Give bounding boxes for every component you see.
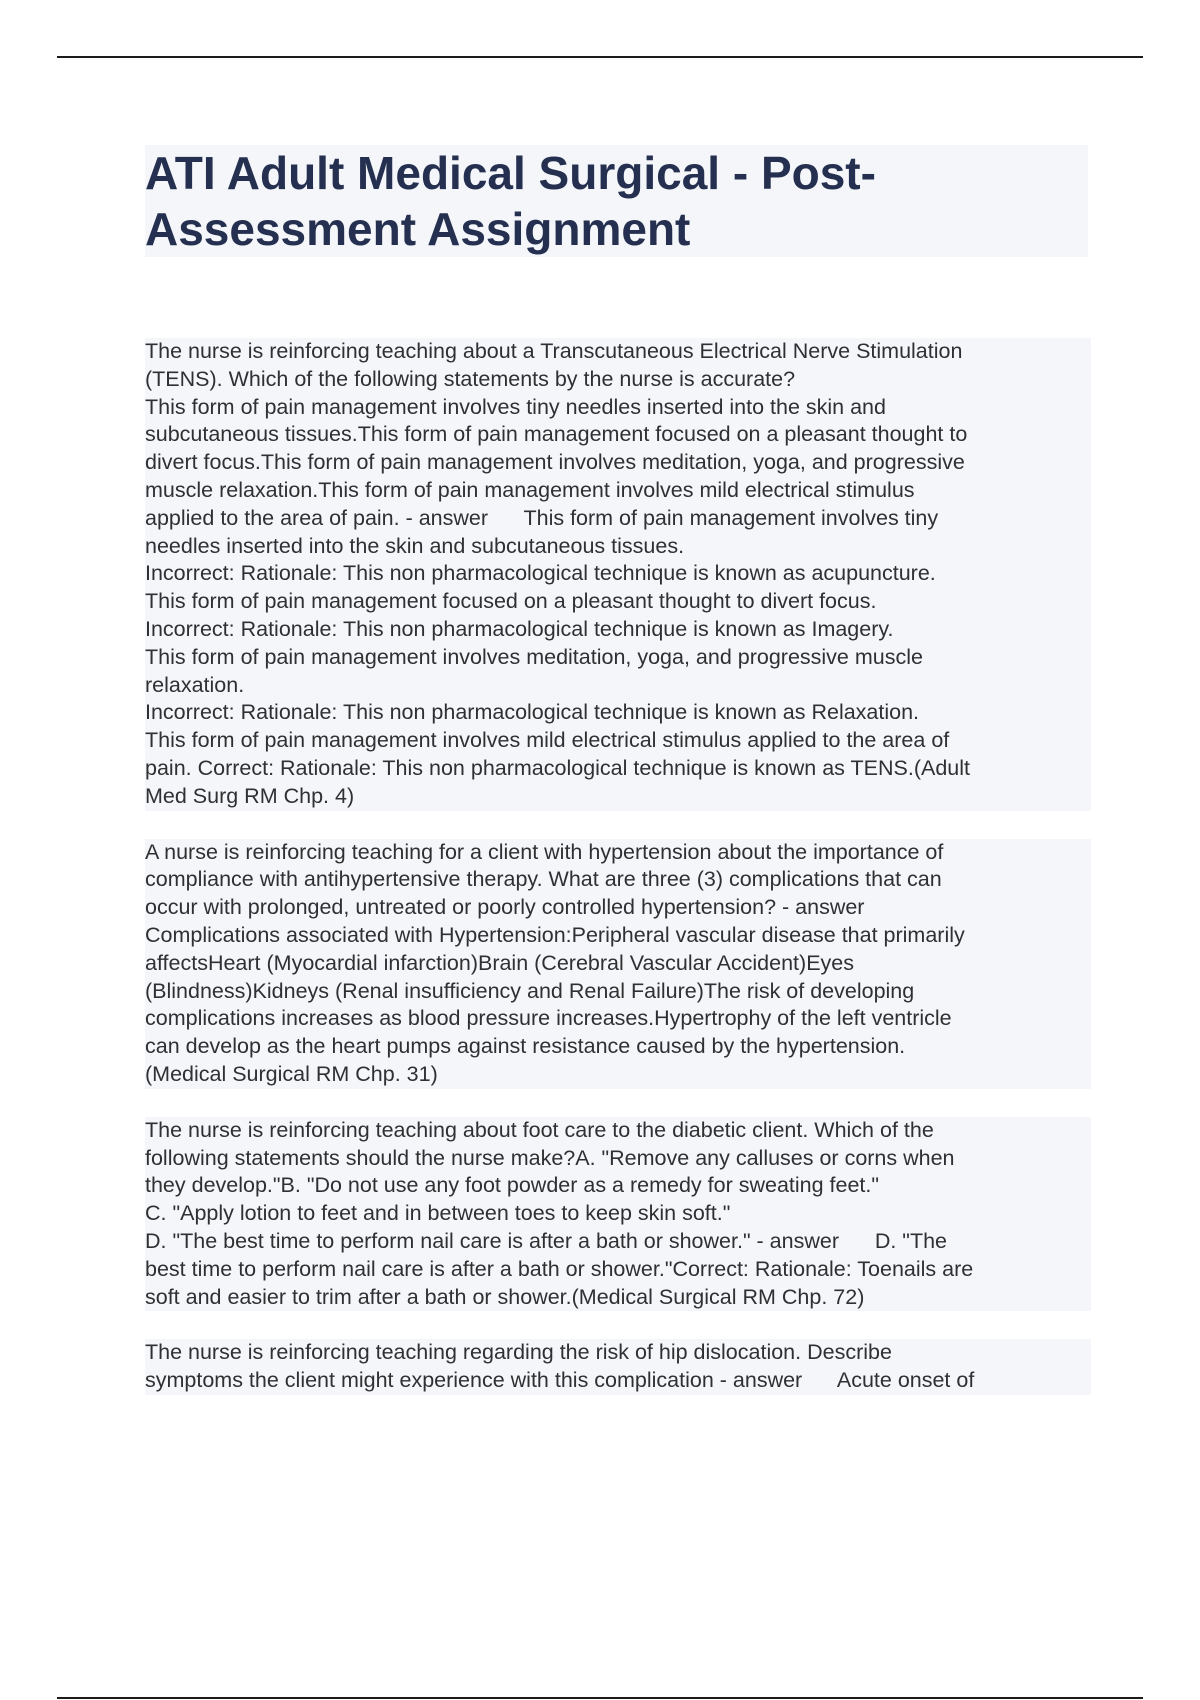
text-line: D. "The best time to perform nail care is after a bath or shower." - answer D. "The <box>145 1228 947 1253</box>
text-line: applied to the area of pain. - answer This form of pain management involves tiny <box>145 505 939 530</box>
text-line: following statements should the nurse make?A. "Remove any calluses or corns when <box>145 1145 955 1170</box>
text-line: Incorrect: Rationale: This non pharmacological technique is known as acupuncture. <box>145 561 936 586</box>
text-line: Med Surg RM Chp. 4) <box>145 783 355 808</box>
text-line: The nurse is reinforcing teaching about foot care to the diabetic client. Which of the <box>145 1117 934 1142</box>
text-line: needles inserted into the skin and subcutaneous tissues. <box>145 533 685 558</box>
text-line: relaxation. <box>145 672 245 697</box>
text-line: This form of pain management involves tiny needles inserted into the skin and <box>145 394 886 419</box>
question-block <box>145 1339 1091 1395</box>
top-divider <box>57 56 1143 58</box>
text-line: occur with prolonged, untreated or poorly controlled hypertension? - answer <box>145 895 865 920</box>
title-line: ATI Adult Medical Surgical - Post- <box>145 147 876 199</box>
text-line: A nurse is reinforcing teaching for a client with hypertension about the importance of <box>145 839 944 864</box>
text-line: compliance with antihypertensive therapy. What are three (3) complications that can <box>145 867 942 892</box>
text-line: (Medical Surgical RM Chp. 31) <box>145 1061 438 1086</box>
text-line: Incorrect: Rationale: This non pharmacological technique is known as Imagery. <box>145 616 894 641</box>
text-line: subcutaneous tissues.This form of pain management focused on a pleasant thought to <box>145 422 968 447</box>
text-line: (Blindness)Kidneys (Renal insufficiency and Renal Failure)The risk of developing <box>145 978 915 1003</box>
question-block <box>145 338 1091 811</box>
text-line: affectsHeart (Myocardial infarction)Brain (Cerebral Vascular Accident)Eyes <box>145 950 854 975</box>
text-line: complications increases as blood pressure increases.Hypertrophy of the left ventricle <box>145 1006 952 1031</box>
text-line: can develop as the heart pumps against resistance caused by the hypertension. <box>145 1034 906 1059</box>
text-line: The nurse is reinforcing teaching about a Transcutaneous Electrical Nerve Stimulation <box>145 339 963 363</box>
text-line: Incorrect: Rationale: This non pharmacological technique is known as Relaxation. <box>145 700 920 725</box>
text-line: This form of pain management involves mild electrical stimulus applied to the area of <box>145 728 950 753</box>
text-line: symptoms the client might experience with this complication - answer Acute onset of <box>145 1368 975 1393</box>
bottom-divider <box>57 1697 1143 1699</box>
text-line: divert focus.This form of pain management involves meditation, yoga, and progressive <box>145 450 965 475</box>
text-line: soft and easier to trim after a bath or shower.(Medical Surgical RM Chp. 72) <box>145 1284 865 1309</box>
text-line: they develop."B. "Do not use any foot powder as a remedy for sweating feet." <box>145 1173 880 1198</box>
question-block <box>145 839 1091 1089</box>
text-line: The nurse is reinforcing teaching regarding the risk of hip dislocation. Describe <box>145 1340 892 1365</box>
text-line: Complications associated with Hypertension:Peripheral vascular disease that primarily <box>145 922 965 947</box>
title-line: Assessment Assignment <box>145 203 691 255</box>
text-line: best time to perform nail care is after a bath or shower."Correct: Rationale: Toenails are <box>145 1256 974 1281</box>
text-line: This form of pain management focused on a pleasant thought to divert focus. <box>145 589 877 614</box>
title-block <box>145 145 1088 257</box>
text-line: muscle relaxation.This form of pain management involves mild electrical stimulus <box>145 477 915 502</box>
text-line: pain. Correct: Rationale: This non pharmacological technique is known as TENS.(Adult <box>145 755 970 780</box>
page-title <box>145 145 1088 257</box>
text-line: (TENS). Which of the following statements by the nurse is accurate? <box>145 366 796 391</box>
question-block <box>145 1117 1091 1312</box>
text-line: This form of pain management involves meditation, yoga, and progressive muscle <box>145 644 923 669</box>
text-line: C. "Apply lotion to feet and in between toes to keep skin soft." <box>145 1201 731 1226</box>
document-body <box>145 338 1091 1423</box>
